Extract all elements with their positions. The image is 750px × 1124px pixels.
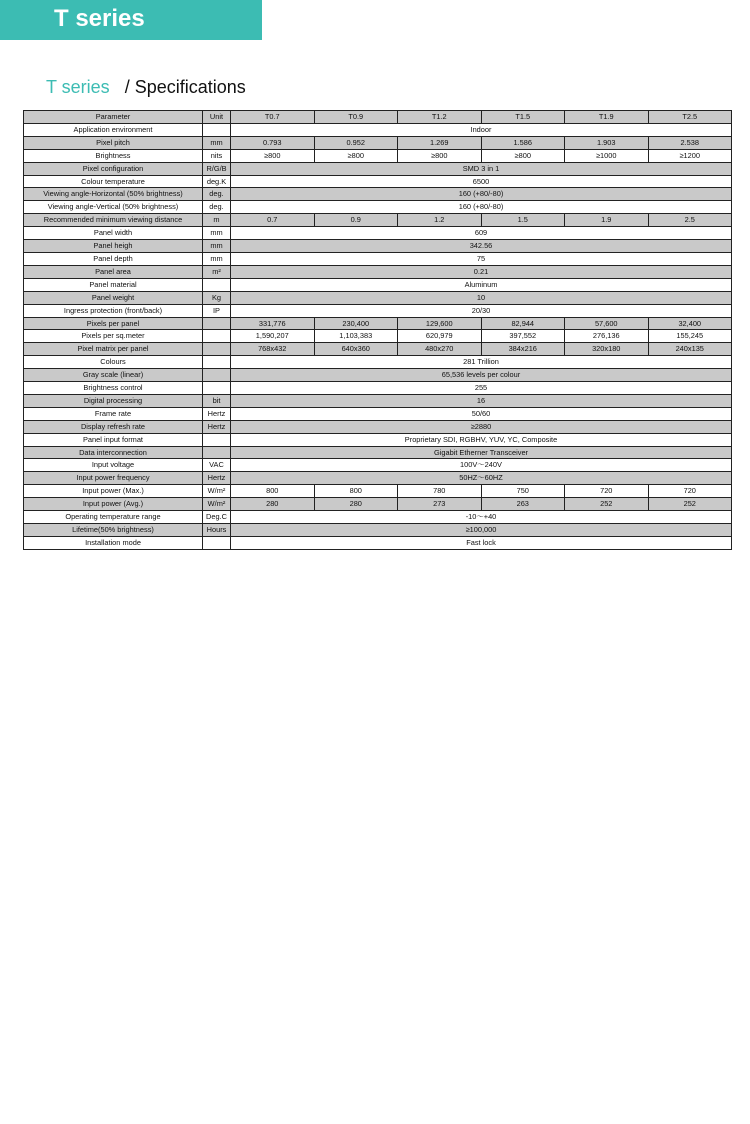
header-model: T1.2 (398, 111, 482, 124)
unit-cell: Deg.C (203, 511, 231, 524)
table-row (24, 162, 732, 175)
parameter-cell: Panel weight (24, 291, 203, 304)
merged-value-cell: 65,536 levels per colour (231, 369, 732, 382)
parameter-cell: Lifetime(50% brightness) (24, 524, 203, 537)
header-model: T1.5 (481, 111, 565, 124)
value-cell: 280 (231, 498, 315, 511)
unit-cell: mm (203, 240, 231, 253)
merged-value-cell: ≥100,000 (231, 524, 732, 537)
merged-value-cell: 160 (+80/-80) (231, 201, 732, 214)
value-cell: 780 (398, 485, 482, 498)
table-row (24, 175, 732, 188)
merged-value-cell: Fast lock (231, 536, 732, 549)
value-cell: 0.9 (314, 214, 398, 227)
heading-separator: / (124, 77, 130, 97)
parameter-cell: Colour temperature (24, 175, 203, 188)
table-row (24, 252, 732, 265)
value-cell: ≥800 (398, 149, 482, 162)
unit-cell: Kg (203, 291, 231, 304)
unit-cell (203, 356, 231, 369)
value-cell: 2.5 (648, 214, 732, 227)
table-row (24, 240, 732, 253)
merged-value-cell: Aluminum (231, 278, 732, 291)
value-cell: 640x360 (314, 343, 398, 356)
table-row (24, 188, 732, 201)
parameter-cell: Input voltage (24, 459, 203, 472)
value-cell: 82,944 (481, 317, 565, 330)
parameter-cell: Ingress protection (front/back) (24, 304, 203, 317)
parameter-cell: Panel area (24, 265, 203, 278)
heading-title: Specifications (134, 77, 246, 97)
value-cell: 1.2 (398, 214, 482, 227)
merged-value-cell: 16 (231, 394, 732, 407)
parameter-cell: Input power (Max.) (24, 485, 203, 498)
unit-cell: deg. (203, 188, 231, 201)
value-cell: 273 (398, 498, 482, 511)
value-cell: 0.7 (231, 214, 315, 227)
merged-value-cell: SMD 3 in 1 (231, 162, 732, 175)
value-cell: 155,245 (648, 330, 732, 343)
parameter-cell: Installation mode (24, 536, 203, 549)
parameter-cell: Frame rate (24, 407, 203, 420)
value-cell: 800 (231, 485, 315, 498)
unit-cell (203, 278, 231, 291)
unit-cell: IP (203, 304, 231, 317)
value-cell: 620,979 (398, 330, 482, 343)
table-row (24, 356, 732, 369)
value-cell: 480x270 (398, 343, 482, 356)
parameter-cell: Viewing angle-Horizontal (50% brightness) (24, 188, 203, 201)
value-cell: 1.269 (398, 136, 482, 149)
table-row (24, 214, 732, 227)
unit-cell: Hertz (203, 407, 231, 420)
value-cell: 768x432 (231, 343, 315, 356)
parameter-cell: Panel depth (24, 252, 203, 265)
unit-cell (203, 536, 231, 549)
table-row (24, 511, 732, 524)
table-row (24, 201, 732, 214)
unit-cell: Hertz (203, 472, 231, 485)
header-parameter: Parameter (24, 111, 203, 124)
table-row (24, 278, 732, 291)
value-cell: 1,590,207 (231, 330, 315, 343)
parameter-cell: Pixel configuration (24, 162, 203, 175)
value-cell: 129,600 (398, 317, 482, 330)
value-cell: 750 (481, 485, 565, 498)
value-cell: 397,552 (481, 330, 565, 343)
unit-cell (203, 123, 231, 136)
parameter-cell: Colours (24, 356, 203, 369)
value-cell: 263 (481, 498, 565, 511)
header-model: T2.5 (648, 111, 732, 124)
value-cell: 276,136 (565, 330, 649, 343)
table-row (24, 382, 732, 395)
merged-value-cell: -10～+40 (231, 511, 732, 524)
unit-cell: m (203, 214, 231, 227)
table-row (24, 536, 732, 549)
parameter-cell: Input power (Avg.) (24, 498, 203, 511)
table-header-row (24, 111, 732, 124)
parameter-cell: Gray scale (linear) (24, 369, 203, 382)
value-cell: 280 (314, 498, 398, 511)
unit-cell: m² (203, 265, 231, 278)
table-row (24, 343, 732, 356)
parameter-cell: Digital processing (24, 394, 203, 407)
parameter-cell: Brightness control (24, 382, 203, 395)
value-cell: 800 (314, 485, 398, 498)
value-cell: 1.9 (565, 214, 649, 227)
table-row (24, 472, 732, 485)
merged-value-cell: ≥2880 (231, 420, 732, 433)
header-model: T0.9 (314, 111, 398, 124)
merged-value-cell: 20/30 (231, 304, 732, 317)
parameter-cell: Recommended minimum viewing distance (24, 214, 203, 227)
header-model: T0.7 (231, 111, 315, 124)
table-row (24, 433, 732, 446)
parameter-cell: Viewing angle-Vertical (50% brightness) (24, 201, 203, 214)
value-cell: 32,400 (648, 317, 732, 330)
unit-cell (203, 446, 231, 459)
merged-value-cell: 255 (231, 382, 732, 395)
table-row (24, 459, 732, 472)
banner-title: T series (54, 5, 145, 32)
value-cell: 720 (565, 485, 649, 498)
value-cell: 1.5 (481, 214, 565, 227)
parameter-cell: Panel input format (24, 433, 203, 446)
header-unit: Unit (203, 111, 231, 124)
table-row (24, 227, 732, 240)
table-row (24, 304, 732, 317)
banner (0, 0, 262, 40)
merged-value-cell: Indoor (231, 123, 732, 136)
merged-value-cell: 10 (231, 291, 732, 304)
table-row (24, 136, 732, 149)
unit-cell: Hertz (203, 420, 231, 433)
merged-value-cell: 6500 (231, 175, 732, 188)
table-row (24, 369, 732, 382)
value-cell: ≥800 (314, 149, 398, 162)
table-row (24, 149, 732, 162)
header-model: T1.9 (565, 111, 649, 124)
value-cell: ≥1200 (648, 149, 732, 162)
merged-value-cell: 609 (231, 227, 732, 240)
unit-cell (203, 330, 231, 343)
value-cell: ≥1000 (565, 149, 649, 162)
value-cell: 1.903 (565, 136, 649, 149)
parameter-cell: Input power frequency (24, 472, 203, 485)
merged-value-cell: 100V～240V (231, 459, 732, 472)
value-cell: 2.538 (648, 136, 732, 149)
page-heading (46, 78, 246, 96)
unit-cell: nits (203, 149, 231, 162)
parameter-cell: Pixels per sq.meter (24, 330, 203, 343)
table-row (24, 330, 732, 343)
merged-value-cell: 160 (+80/-80) (231, 188, 732, 201)
merged-value-cell: Proprietary SDI, RGBHV, YUV, YC, Composite (231, 433, 732, 446)
unit-cell: W/m² (203, 498, 231, 511)
unit-cell (203, 369, 231, 382)
value-cell: 1.586 (481, 136, 565, 149)
value-cell: 252 (648, 498, 732, 511)
merged-value-cell: 50HZ～60HZ (231, 472, 732, 485)
merged-value-cell: 75 (231, 252, 732, 265)
value-cell: 384x216 (481, 343, 565, 356)
value-cell: 1,103,383 (314, 330, 398, 343)
table-row (24, 446, 732, 459)
value-cell: 331,776 (231, 317, 315, 330)
value-cell: 230,400 (314, 317, 398, 330)
parameter-cell: Panel material (24, 278, 203, 291)
unit-cell (203, 317, 231, 330)
unit-cell: mm (203, 136, 231, 149)
parameter-cell: Brightness (24, 149, 203, 162)
unit-cell: R/G/B (203, 162, 231, 175)
value-cell: 0.793 (231, 136, 315, 149)
merged-value-cell: 342.56 (231, 240, 732, 253)
parameter-cell: Pixel pitch (24, 136, 203, 149)
parameter-cell: Display refresh rate (24, 420, 203, 433)
table-row (24, 420, 732, 433)
value-cell: 320x180 (565, 343, 649, 356)
unit-cell: VAC (203, 459, 231, 472)
table-row (24, 291, 732, 304)
unit-cell: mm (203, 252, 231, 265)
table-row (24, 394, 732, 407)
value-cell: 240x135 (648, 343, 732, 356)
unit-cell: deg. (203, 201, 231, 214)
merged-value-cell: 281 Trillion (231, 356, 732, 369)
unit-cell: W/m² (203, 485, 231, 498)
merged-value-cell: 50/60 (231, 407, 732, 420)
unit-cell: Hours (203, 524, 231, 537)
parameter-cell: Pixel matrix per panel (24, 343, 203, 356)
parameter-cell: Data interconnection (24, 446, 203, 459)
table-row (24, 498, 732, 511)
value-cell: 720 (648, 485, 732, 498)
table-row (24, 123, 732, 136)
parameter-cell: Application environment (24, 123, 203, 136)
specifications-table (23, 110, 732, 550)
merged-value-cell: 0.21 (231, 265, 732, 278)
heading-series: T series (46, 77, 110, 97)
unit-cell: bit (203, 394, 231, 407)
table-row (24, 265, 732, 278)
unit-cell (203, 343, 231, 356)
table-row (24, 485, 732, 498)
unit-cell: mm (203, 227, 231, 240)
parameter-cell: Panel heigh (24, 240, 203, 253)
parameter-cell: Panel width (24, 227, 203, 240)
unit-cell: deg.K (203, 175, 231, 188)
unit-cell (203, 433, 231, 446)
merged-value-cell: Gigabit Etherner Transceiver (231, 446, 732, 459)
value-cell: ≥800 (231, 149, 315, 162)
value-cell: 0.952 (314, 136, 398, 149)
unit-cell (203, 382, 231, 395)
parameter-cell: Operating temperature range (24, 511, 203, 524)
table-row (24, 524, 732, 537)
value-cell: 252 (565, 498, 649, 511)
table-row (24, 317, 732, 330)
table-row (24, 407, 732, 420)
parameter-cell: Pixels per panel (24, 317, 203, 330)
value-cell: ≥800 (481, 149, 565, 162)
value-cell: 57,600 (565, 317, 649, 330)
